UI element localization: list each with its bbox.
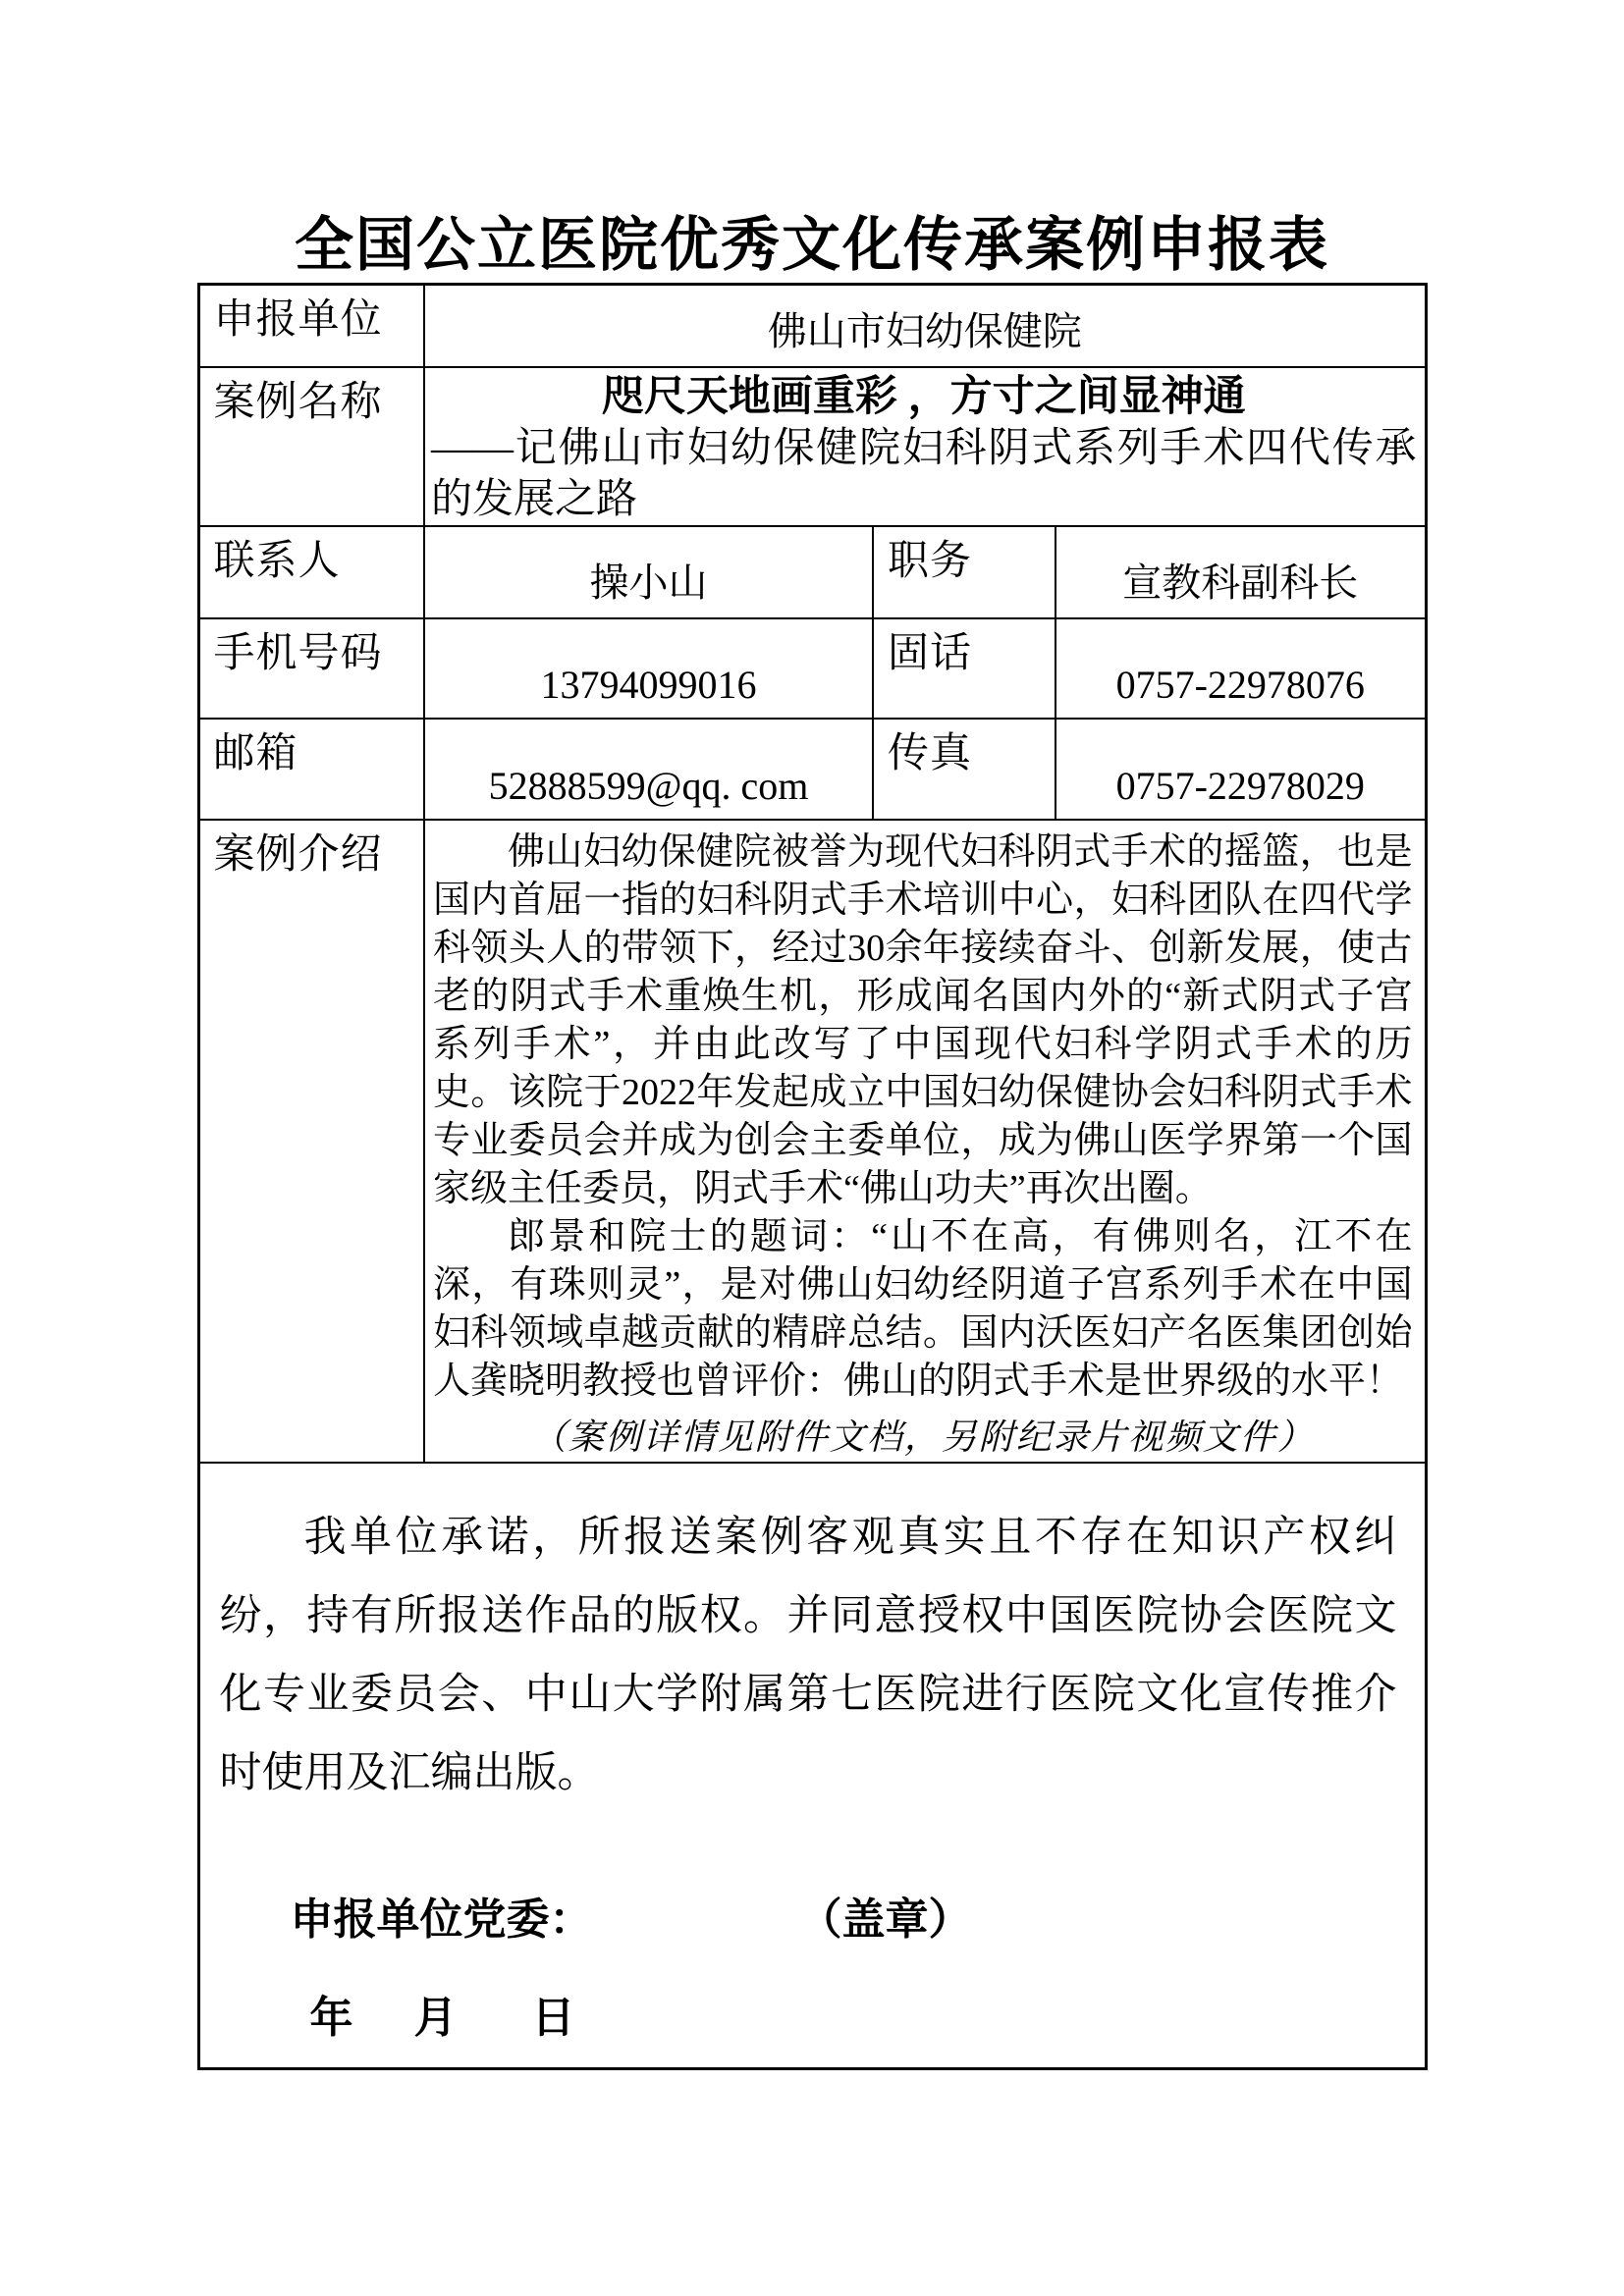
declaration-text: 我单位承诺，所报送案例客观真实且不存在知识产权纠纷，持有所报送作品的版权。并同意授权中国医院协会医院文化专业委员会、中山大学附属第七医院进行医院文化宣传推介时使用及汇编出版。	[219, 1514, 1397, 1796]
declaration-cell	[198, 1463, 1426, 2069]
attachment-note: （案例详情见附件文档，另附纪录片视频文件）	[530, 1416, 1315, 1457]
applicant-label: 申报单位	[198, 285, 424, 367]
email-label: 邮箱	[198, 719, 424, 820]
date-day-label: 日	[531, 1993, 575, 2042]
landline-value: 0757-22978076	[1056, 618, 1426, 719]
row-applicant	[198, 285, 1426, 367]
row-declaration	[198, 1463, 1426, 2069]
contact-label: 联系人	[198, 526, 424, 618]
fax-label: 传真	[873, 719, 1056, 820]
date-year-label: 年	[309, 1993, 353, 2042]
case-intro-label: 案例介绍	[198, 820, 424, 1463]
row-phone	[198, 618, 1426, 719]
case-name-title: 咫尺天地画重彩 ，方寸之间显神通	[601, 373, 1246, 420]
signature-line	[220, 1884, 1397, 1947]
application-form-table	[197, 283, 1428, 2070]
row-email	[198, 719, 1426, 820]
row-contact	[198, 526, 1426, 618]
date-month-label: 月	[413, 1993, 458, 2042]
seal-label: （盖章）	[798, 1895, 972, 1944]
case-name-subtitle: ——记佛山市妇幼保健院妇科阴式系列手术四代传承的发展之路	[431, 425, 1417, 522]
position-label: 职务	[873, 526, 1056, 618]
case-intro-paragraph-1: 佛山妇幼保健院被誉为现代妇科阴式手术的摇篮，也是国内首屈一指的妇科阴式手术培训中心，妇科团队在四代学科领头人的带领下，经过30余年接续奋斗、创新发展，使古老的阴式手术重焕生机，形成闻名国内外的“新式阴式子宫系列手术”，并由此改写了中国现代妇科学阴式手术的历史。该院于2022年发起成立中国妇幼保健协会妇科阴式手术专业委员会并成为创会主委单位，成为佛山医学界第一个国家级主任委员，阴式手术“佛山功夫”再次出圈。	[433, 830, 1413, 1209]
case-name-value	[424, 367, 1426, 526]
party-committee-label: 申报单位党委：	[290, 1895, 593, 1944]
mobile-value: 13794099016	[424, 618, 873, 719]
landline-label: 固话	[873, 618, 1056, 719]
mobile-label: 手机号码	[198, 618, 424, 719]
case-intro-paragraph-2: 郎景和院士的题词：“山不在高，有佛则名，江不在深，有珠则灵”，是对佛山妇幼经阴道子宫系列手术在中国妇科领域卓越贡献的精辟总结。国内沃医妇产名医集团创始人龚晓明教授也曾评价：佛山的阴式手术是世界级的水平！	[433, 1215, 1413, 1402]
contact-value: 操小山	[424, 526, 873, 618]
row-case-intro	[198, 820, 1426, 1463]
case-intro-value	[424, 820, 1426, 1463]
fax-value: 0757-22978029	[1056, 719, 1426, 820]
case-name-label: 案例名称	[198, 367, 424, 526]
position-value: 宣教科副科长	[1056, 526, 1426, 618]
email-value: 52888599@qq. com	[424, 719, 873, 820]
page-title: 全国公立医院优秀文化传承案例申报表	[295, 213, 1329, 278]
row-case-name	[198, 367, 1426, 526]
date-line	[220, 1982, 1397, 2045]
applicant-value: 佛山市妇幼保健院	[424, 285, 1426, 367]
